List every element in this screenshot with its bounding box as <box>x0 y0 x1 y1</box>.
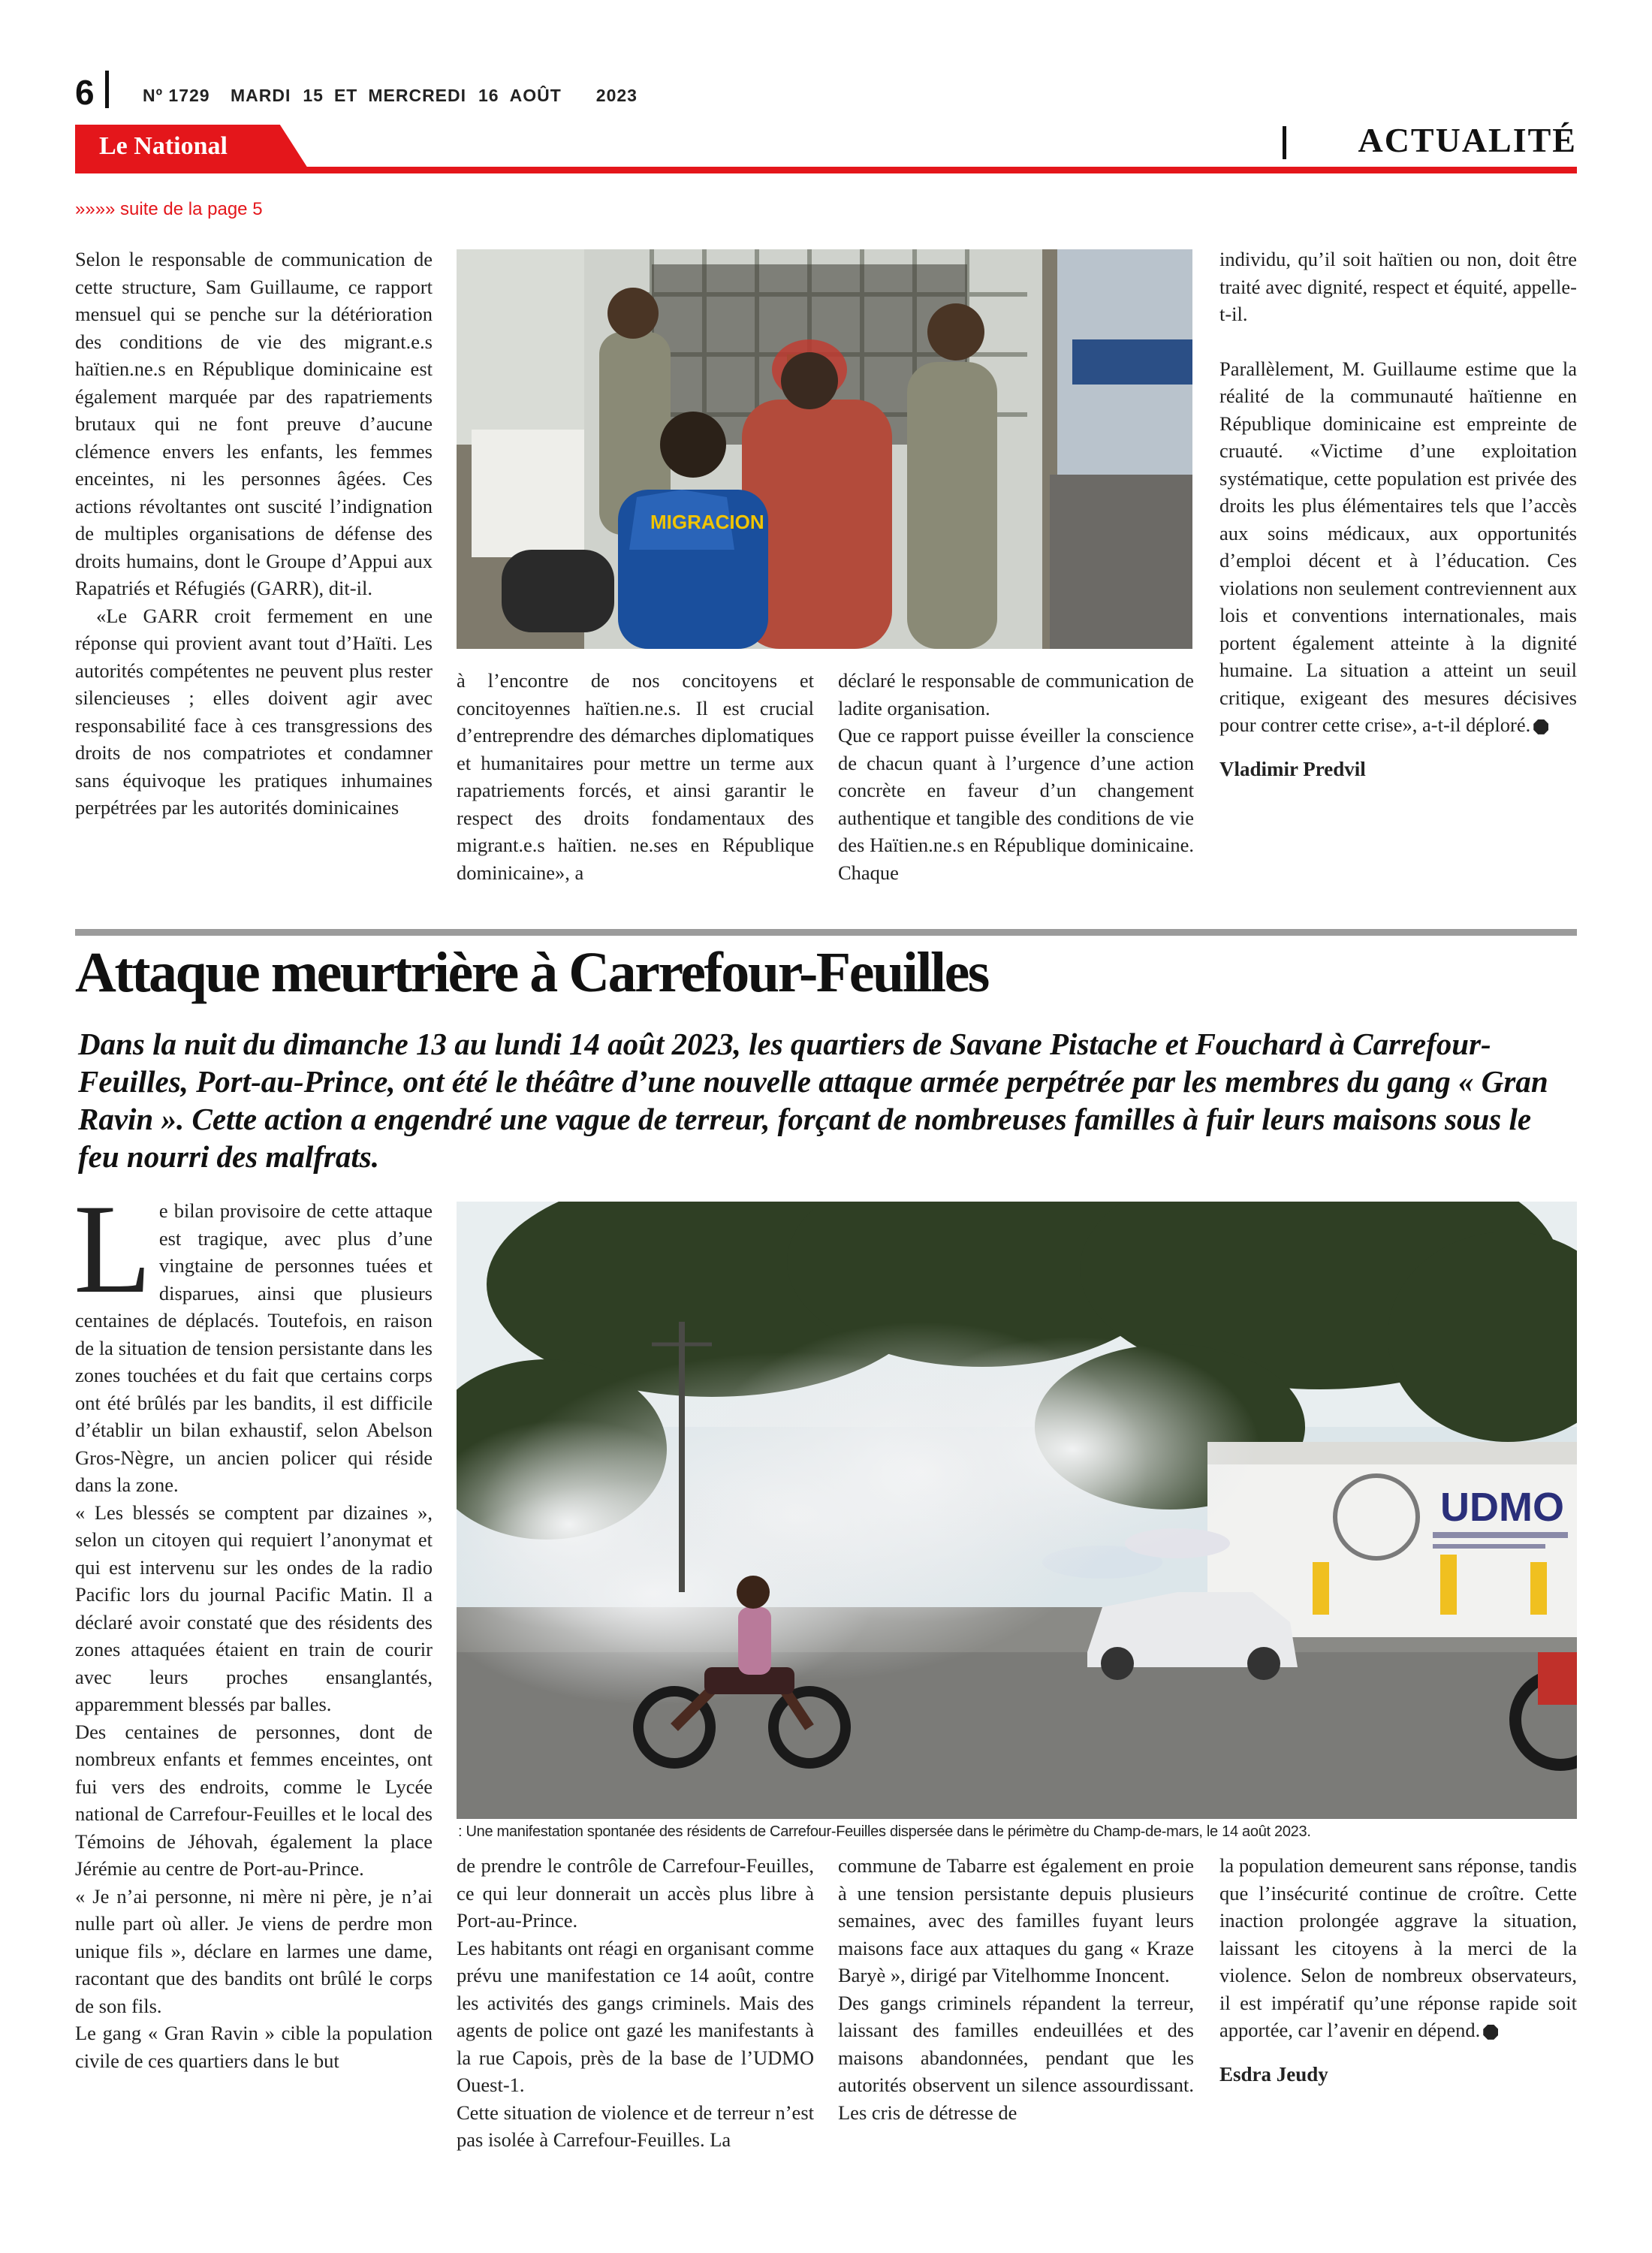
article1-column-3 <box>838 667 1194 886</box>
photo-caption: : Une manifestation spontanée des résidents de Carrefour-Feuilles dispersée dans le périmètre du Champ-de-mars, le 14 août 2023. <box>458 1823 1311 1840</box>
paragraph: déclaré le responsable de communication de ladite organisation. <box>838 669 1194 719</box>
article1-column-1 <box>75 246 433 822</box>
paragraph: «Le GARR croit fermement en une réponse qui provient avant tout d’Haïti. Les autorités compétentes ne peuvent plus rester silencieuses ; elles doivent agir avec responsabilité face à ces transgressions des droits de nos compatriotes et condamner sans équivoque les pratiques inhumaines perpétrées par les autorités dominicaines <box>75 604 433 819</box>
paragraph-text: la population demeurent sans réponse, tandis que l’insécurité continue de croître. Cette inaction prolongée aggrave la situation, laissant les citoyens à la merci de la violence. Selon de nombreux observateurs, il est impératif qu’une réponse rapide soit apportée, car l’avenir en dépend. <box>1219 1854 1577 2041</box>
date-year: 2023 <box>595 86 638 105</box>
migration-raid-photo <box>457 249 1192 649</box>
migracion-label: MIGRACION <box>650 511 764 533</box>
date-day2: MERCREDI <box>368 86 467 105</box>
paragraph: « Je n’ai personne, ni mère ni père, je n’ai nulle part où aller. Je viens de perdre mon unique fils », déclare en larmes une dame, racontant que des bandits ont brûlé le corps de son fils. <box>75 1884 433 2017</box>
issue-number: Nº 1729 <box>143 86 210 105</box>
continued-from: »»»» suite de la page 5 <box>75 199 263 219</box>
article1-column-2 <box>457 667 814 886</box>
protest-teargas-photo <box>457 1202 1577 1819</box>
article2-column-2 <box>457 1852 814 2154</box>
paragraph: Le gang « Gran Ravin » cible la population civile de ces quartiers dans le but <box>75 2022 433 2072</box>
paragraph: commune de Tabarre est également en proie à une tension persistante depuis plusieurs semaines, avec des familles fuyant leurs maisons face aux attaques du gang « Kraze Baryè », dirigé par Vitelhomme Inoncent. <box>838 1854 1194 1986</box>
paragraph: Que ce rapport puisse éveiller la conscience de chacun quant à l’urgence d’une action concrète en faveur d’un changement authentique et tangible des conditions de vie des Haïtien.ne.s en République dominicaine. Chaque <box>838 724 1194 884</box>
byline: Vladimir Predvil <box>1219 757 1366 780</box>
article2-column-3 <box>838 1852 1194 2126</box>
paragraph-text: Parallèlement, M. Guillaume estime que la réalité de la communauté haïtienne en République dominicaine est empreinte de cruauté. «Victime d’une exploitation systématique, cette population est privée des droits les plus élémentaires tels que l’accès aux soins médicaux, aux opportunités d’emploi décent et à l’éducation. Ces violations non seulement contreviennent aux lois et conventions internationales, mais portent également atteinte à la dignité humaine. La situation a atteint un seuil critique, exigeant des mesures décisives pour contrer cette crise», a-t-il déploré. <box>1219 357 1577 736</box>
article-headline: Attaque meurtrière à Carrefour-Feuilles <box>75 941 988 1004</box>
header-rule <box>75 167 1577 173</box>
date-et: ET <box>333 86 358 105</box>
section-divider <box>1283 126 1286 159</box>
article1-column-4 <box>1219 246 1577 783</box>
paragraph-lead <box>74 1178 433 1499</box>
date-num2: 16 <box>478 86 499 105</box>
paragraph: Selon le responsable de communication de cette structure, Sam Guillaume, ce rapport mensuel qui se penche sur la détérioration des conditions de vie des migrant.e.s haïtien.ne.s en République dominicaine est également marquée par des rapatriements brutaux qui ne font preuve d’aucune clémence envers les enfants, les femmes enceintes, ni les personnes âgées. Ces actions révoltantes ont suscité l’indignation de multiples organisations de défense des droits humains, dont le Groupe d’Appui aux Rapatriés et Réfugiés (GARR), dit-il. <box>75 248 433 599</box>
paragraph <box>1219 1852 1577 2044</box>
end-mark-icon <box>1533 719 1548 734</box>
paragraph: individu, qu’il soit haïtien ou non, doit être traité avec dignité, respect et équité, appelle-t-il. <box>1219 248 1577 325</box>
paragraph: « Les blessés se comptent par dizaines », selon un citoyen qui requiert l’anonymat et qui est intervenu sur les ondes de la radio Pacific lors du journal Pacific Matin. Il a déclaré avoir constaté que des résidents des zones attaquées étaient en train de courir avec leurs proches ensanglantés, apparemment blessés par balles. <box>75 1500 433 1715</box>
drop-cap: L <box>74 1178 152 1320</box>
section-title: ACTUALITÉ <box>1358 121 1577 159</box>
page-number: 6 <box>75 73 95 112</box>
page-number-divider <box>105 71 109 108</box>
paragraph: Les habitants ont réagi en organisant comme prévu une manifestation ce 14 août, contre les activités des gangs criminels. Mais des agents de police ont gazé les manifestants à la rue Capois, près de la base de l’UDMO Ouest-1. <box>457 1936 814 2096</box>
issue-dateline <box>143 86 653 106</box>
article-separator <box>75 929 1577 936</box>
paragraph: à l’encontre de nos concitoyens et concitoyennes haïtien.ne.s. Il est crucial d’entreprendre des démarches diplomatiques et humanitaires pour mettre un terme aux rapatriements forcés, et ainsi garantir le respect des droits fondamentaux des migrant.e.s haïtien. ne.ses en République dominicaine», a <box>457 669 814 884</box>
article2-column-4 <box>1219 1852 1577 2088</box>
paragraph: Cette situation de violence et de terreur n’est pas isolée à Carrefour-Feuilles. La <box>457 2101 814 2151</box>
brand-name: Le National <box>99 132 228 160</box>
paragraph: Des centaines de personnes, dont de nombreux enfants et femmes enceintes, ont fui vers des endroits, comme le Lycée national de Carrefour-Feuilles et le local des Témoins de Jéhovah, également la place Jérémie au centre de Port-au-Prince. <box>75 1720 433 1880</box>
article-lede: Dans la nuit du dimanche 13 au lundi 14 août 2023, les quartiers de Savane Pistache et Fouchard à Carrefour-Feuilles, Port-au-Prince, ont été le théâtre d’une nouvelle attaque armée perpétrée par les membres du gang « Gran Ravin ». Cette action a engendré une vague de terreur, forçant de nombreuses familles à fuir leurs maisons sous le feu nourri des malfrats. <box>78 1027 1548 1174</box>
paragraph <box>1219 355 1577 739</box>
paragraph: de prendre le contrôle de Carrefour-Feuilles, ce qui leur donnerait un accès plus libre à Port-au-Prince. <box>457 1854 814 1932</box>
udmo-sign: UDMO <box>1440 1485 1564 1530</box>
date-month: AOÛT <box>509 86 562 105</box>
end-mark-icon <box>1483 2025 1498 2040</box>
date-num1: 15 <box>303 86 324 105</box>
date-day1: MARDI <box>230 86 291 105</box>
article2-column-1 <box>74 1178 433 2074</box>
paragraph: Des gangs criminels répandent la terreur, laissant des familles endeuillées et des maisons abandonnées, pendant que les autorités observent un silence assourdissant. Les cris de détresse de <box>838 1991 1194 2124</box>
paragraph-text: e bilan provisoire de cette attaque est tragique, avec plus d’une vingtaine de personnes tuées et disparues, ainsi que plusieurs centaines de déplacés. Toutefois, en raison de la situation de tension persistante dans les zones touchées et du fait que certains corps ont été brûlés par les bandits, il est difficile d’établir un bilan exhaustif, selon Abelson Gros-Nègre, un ancien policer qui réside dans la zone. <box>75 1199 433 1496</box>
byline: Esdra Jeudy <box>1219 2062 1328 2086</box>
